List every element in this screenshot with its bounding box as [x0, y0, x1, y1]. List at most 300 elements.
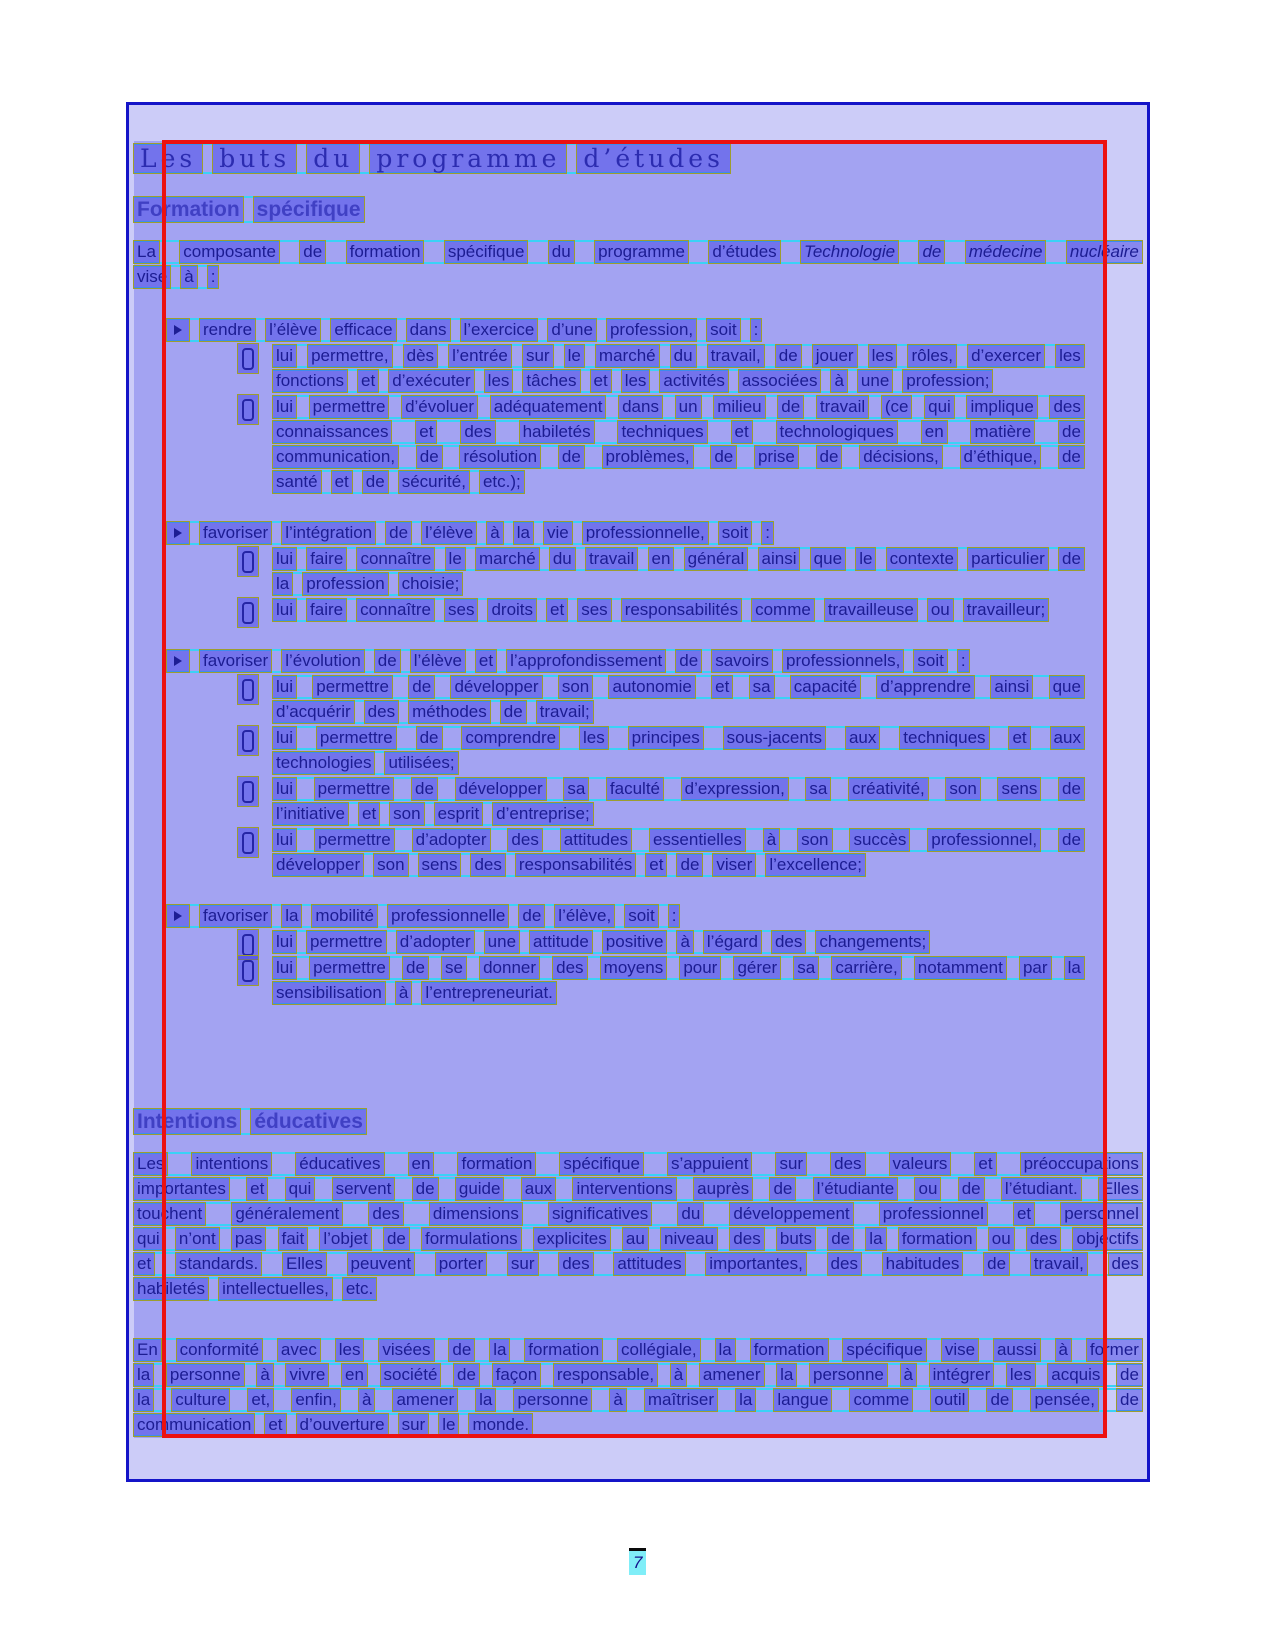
- word-box: médecine: [965, 240, 1047, 264]
- word-box: la: [1064, 956, 1085, 980]
- word-box: de: [412, 1177, 439, 1201]
- word-box: milieu: [713, 395, 765, 419]
- word-box: façon: [492, 1363, 542, 1387]
- word-box: à: [180, 265, 197, 289]
- bullet-icon: [166, 521, 190, 545]
- word-box: mobilité: [311, 904, 378, 928]
- block-para: [133, 1152, 1143, 1301]
- word-box: attitude: [529, 930, 593, 954]
- text-line-box: [133, 1202, 1143, 1226]
- text-line-box: [133, 1108, 367, 1135]
- capsule-glyph: [242, 960, 254, 982]
- word-box: l’objet: [319, 1227, 371, 1251]
- word-box: valeurs: [889, 1152, 952, 1176]
- word-box: à: [609, 1388, 626, 1412]
- word-box: technologiques: [776, 420, 898, 444]
- sub-bullet-icon: [237, 955, 259, 986]
- capsule-glyph: [242, 781, 254, 803]
- word-box: décisions,: [859, 445, 943, 469]
- text-line-box: [133, 1388, 1143, 1412]
- word-box: lui: [272, 675, 297, 699]
- capsule-glyph: [242, 832, 254, 854]
- word-box: de: [453, 1363, 480, 1387]
- word-box: connaissances: [272, 420, 392, 444]
- text-line-box: [133, 240, 1143, 264]
- word-box: qui: [285, 1177, 316, 1201]
- word-box: intentions: [191, 1152, 272, 1176]
- text-line-box: [133, 265, 219, 289]
- word-box: vise: [133, 265, 171, 289]
- word-box: explicites: [533, 1227, 611, 1251]
- block-para: [133, 1338, 1143, 1437]
- word-box: moyens: [600, 956, 668, 980]
- word-box: (ce: [881, 395, 913, 419]
- word-box: et: [974, 1152, 996, 1176]
- word-box: de: [777, 395, 804, 419]
- word-box: le: [445, 547, 466, 571]
- word-box: monde.: [468, 1413, 533, 1437]
- word-box: profession;: [902, 369, 993, 393]
- word-box: des: [470, 853, 505, 877]
- word-box: les: [621, 369, 651, 393]
- word-box: et: [475, 649, 497, 673]
- word-box: :: [668, 904, 681, 928]
- word-box: sécurité,: [398, 470, 470, 494]
- word-box: aussi: [993, 1338, 1041, 1362]
- word-box: notamment: [914, 956, 1007, 980]
- word-box: technologies: [272, 751, 375, 775]
- word-box: techniques: [617, 420, 707, 444]
- word-box: permettre: [306, 930, 387, 954]
- word-box: travailleuse: [824, 598, 918, 622]
- word-box: les: [1006, 1363, 1036, 1387]
- word-box: d’exécuter: [388, 369, 474, 393]
- word-box: prise: [754, 445, 799, 469]
- word-box: de: [769, 1177, 796, 1201]
- word-box: permettre: [309, 395, 390, 419]
- word-box: habiletés: [133, 1277, 209, 1301]
- capsule-glyph: [242, 730, 254, 752]
- word-box: importantes,: [705, 1252, 807, 1276]
- word-box: enfin,: [291, 1388, 341, 1412]
- word-box: outil: [930, 1388, 969, 1412]
- word-box: développer: [272, 853, 364, 877]
- word-box: l’entrepreneuriat.: [421, 981, 557, 1005]
- word-box: de: [676, 853, 703, 877]
- text-line-box: [272, 547, 1085, 571]
- word-box: que: [810, 547, 846, 571]
- word-box: donner: [479, 956, 540, 980]
- word-box: et: [357, 369, 379, 393]
- word-box: responsable,: [553, 1363, 658, 1387]
- word-box: etc.);: [479, 470, 525, 494]
- text-line-box: [166, 521, 774, 545]
- word-box: sens: [997, 777, 1041, 801]
- word-box: travailleur;: [963, 598, 1049, 622]
- word-box: lui: [272, 395, 297, 419]
- word-box: rôles,: [907, 344, 957, 368]
- word-box: et: [264, 1413, 286, 1437]
- word-box: avec: [277, 1338, 321, 1362]
- text-content: [133, 143, 1143, 1437]
- word-box: interventions: [572, 1177, 676, 1201]
- word-box: soit: [624, 904, 658, 928]
- word-box: tâches: [522, 369, 580, 393]
- text-line-box: [133, 1152, 1143, 1176]
- word-box: des: [771, 930, 806, 954]
- word-box: méthodes: [408, 700, 491, 724]
- word-box: éducatives: [250, 1108, 367, 1135]
- word-box: pas: [231, 1227, 266, 1251]
- word-box: etc.: [342, 1277, 377, 1301]
- text-line-box: [272, 344, 1085, 368]
- word-box: pensée,: [1030, 1388, 1099, 1412]
- word-box: et: [590, 369, 612, 393]
- word-box: sur: [398, 1413, 430, 1437]
- word-box: développement: [729, 1202, 853, 1226]
- word-box: pour: [679, 956, 721, 980]
- word-box: dans: [406, 318, 451, 342]
- word-box: autonomie: [608, 675, 695, 699]
- word-box: Technologie: [800, 240, 899, 264]
- word-box: un: [675, 395, 702, 419]
- word-box: programme: [594, 240, 689, 264]
- word-box: et: [1013, 1202, 1035, 1226]
- word-box: et: [711, 675, 733, 699]
- word-box: d’adopter: [396, 930, 475, 954]
- word-box: sa: [563, 777, 589, 801]
- word-box: lui: [272, 930, 297, 954]
- word-box: spécifique: [253, 196, 365, 223]
- block-li1: [166, 649, 1143, 673]
- word-box: la: [776, 1363, 797, 1387]
- word-box: associées: [738, 369, 822, 393]
- word-box: société: [380, 1363, 442, 1387]
- word-box: Elles: [282, 1252, 327, 1276]
- word-box: l’élève: [421, 521, 477, 545]
- word-box: des: [1049, 395, 1084, 419]
- block-li2: [133, 547, 1085, 596]
- word-box: dimensions: [429, 1202, 523, 1226]
- word-box: comprendre: [461, 726, 560, 750]
- word-box: éducatives: [295, 1152, 384, 1176]
- word-box: habitudes: [882, 1252, 964, 1276]
- word-box: profession,: [606, 318, 697, 342]
- word-box: une: [484, 930, 520, 954]
- word-box: sa: [749, 675, 775, 699]
- word-box: et: [546, 598, 568, 622]
- word-box: peuvent: [347, 1252, 416, 1276]
- word-box: sur: [522, 344, 554, 368]
- word-box: connaître: [356, 547, 435, 571]
- word-box: de: [1058, 777, 1085, 801]
- word-box: choisie;: [398, 572, 464, 596]
- word-box: de: [1058, 828, 1085, 852]
- word-box: d’ouverture: [296, 1413, 389, 1437]
- word-box: l’intégration: [281, 521, 376, 545]
- word-box: permettre: [316, 726, 397, 750]
- word-box: d’exercer: [967, 344, 1045, 368]
- word-box: en: [408, 1152, 435, 1176]
- word-box: formation: [898, 1227, 977, 1251]
- word-box: des: [729, 1227, 764, 1251]
- word-box: permettre: [309, 956, 390, 980]
- word-box: travail,: [707, 344, 765, 368]
- word-box: généralement: [231, 1202, 343, 1226]
- word-box: les: [484, 369, 514, 393]
- triangle-glyph: [174, 325, 182, 335]
- word-box: marché: [595, 344, 660, 368]
- word-box: à: [670, 1363, 687, 1387]
- block-li1: [166, 318, 1143, 342]
- word-box: techniques: [899, 726, 989, 750]
- capsule-glyph: [242, 934, 254, 956]
- word-box: dans: [618, 395, 663, 419]
- word-box: communication: [133, 1413, 255, 1437]
- word-box: formation: [750, 1338, 829, 1362]
- word-box: soit: [913, 649, 947, 673]
- word-box: une: [857, 369, 893, 393]
- text-line-box: [272, 675, 1085, 699]
- word-box: des: [368, 1202, 403, 1226]
- word-box: que: [1049, 675, 1085, 699]
- word-box: de: [518, 904, 545, 928]
- word-box: par: [1019, 956, 1052, 980]
- word-box: capacité: [790, 675, 861, 699]
- word-box: formation: [346, 240, 425, 264]
- sub-bullet-icon: [237, 776, 259, 807]
- word-box: amener: [699, 1363, 765, 1387]
- word-box: soit: [718, 521, 752, 545]
- word-box: du: [306, 143, 360, 174]
- word-box: formulations: [421, 1227, 522, 1251]
- word-box: lui: [272, 777, 297, 801]
- word-box: activités: [659, 369, 728, 393]
- word-box: formation: [457, 1152, 536, 1176]
- word-box: aux: [521, 1177, 556, 1201]
- word-box: du: [548, 240, 575, 264]
- word-box: préoccupations: [1020, 1152, 1143, 1176]
- word-box: conformité: [176, 1338, 263, 1362]
- triangle-glyph: [174, 656, 182, 666]
- word-box: de: [918, 240, 945, 264]
- word-box: l’exercice: [460, 318, 539, 342]
- text-line-box: [272, 470, 525, 494]
- word-box: à: [763, 828, 780, 852]
- word-box: former: [1086, 1338, 1143, 1362]
- word-box: intellectuelles,: [218, 1277, 333, 1301]
- word-box: en: [921, 420, 948, 444]
- triangle-glyph: [174, 911, 182, 921]
- word-box: les: [1055, 344, 1085, 368]
- word-box: lui: [272, 344, 297, 368]
- word-box: de: [558, 445, 585, 469]
- word-box: sur: [507, 1252, 539, 1276]
- sub-bullet-icon: [237, 394, 259, 425]
- word-box: de: [374, 649, 401, 673]
- word-box: de: [675, 649, 702, 673]
- word-box: standards.: [175, 1252, 262, 1276]
- sub-bullet-icon: [237, 827, 259, 858]
- word-box: les: [868, 344, 898, 368]
- word-box: :: [207, 265, 220, 289]
- word-box: significatives: [548, 1202, 652, 1226]
- bullet-icon: [166, 649, 190, 673]
- word-box: lui: [272, 828, 297, 852]
- word-box: d’études: [708, 240, 780, 264]
- sub-bullet-icon: [237, 343, 259, 374]
- word-box: s’appuient: [667, 1152, 753, 1176]
- word-box: d’évoluer: [401, 395, 478, 419]
- text-line-box: [166, 649, 970, 673]
- text-line-box: [272, 956, 1085, 980]
- word-box: composante: [179, 240, 280, 264]
- block-para: [133, 240, 1143, 289]
- word-box: essentielles: [649, 828, 746, 852]
- text-line-box: [272, 369, 993, 393]
- text-line-box: [272, 777, 1085, 801]
- word-box: du: [677, 1202, 704, 1226]
- word-box: l’élève: [265, 318, 321, 342]
- word-box: profession: [302, 572, 388, 596]
- text-line-box: [272, 726, 1085, 750]
- word-box: implique: [966, 395, 1037, 419]
- word-box: spécifique: [842, 1338, 927, 1362]
- word-box: qui: [924, 395, 955, 419]
- word-box: à: [1055, 1338, 1072, 1362]
- text-line-box: [133, 1413, 533, 1437]
- capsule-glyph: [242, 551, 254, 573]
- word-box: rendre: [199, 318, 256, 342]
- word-box: sa: [805, 777, 831, 801]
- text-line-box: [272, 930, 930, 954]
- word-box: permettre: [312, 675, 393, 699]
- word-box: viser: [712, 853, 756, 877]
- word-box: langue: [773, 1388, 832, 1412]
- word-box: général: [684, 547, 749, 571]
- text-line-box: [133, 1338, 1143, 1362]
- bullet-icon: [166, 318, 190, 342]
- word-box: des: [1108, 1252, 1143, 1276]
- word-box: l’élève: [410, 649, 466, 673]
- word-box: de: [416, 445, 443, 469]
- word-box: des: [364, 700, 399, 724]
- block-li2: [133, 828, 1085, 877]
- word-box: de: [500, 700, 527, 724]
- word-box: créativité,: [848, 777, 929, 801]
- word-box: de: [775, 344, 802, 368]
- block-li2: [133, 726, 1085, 775]
- word-box: attitudes: [560, 828, 632, 852]
- word-box: d’éthique,: [960, 445, 1042, 469]
- text-line-box: [133, 1177, 1143, 1201]
- word-box: communication,: [272, 445, 399, 469]
- word-box: succès: [849, 828, 910, 852]
- word-box: l’entrée: [448, 344, 512, 368]
- word-box: sous-jacents: [723, 726, 826, 750]
- word-box: sa: [793, 956, 819, 980]
- word-box: travail: [816, 395, 869, 419]
- word-box: maîtriser: [644, 1388, 718, 1412]
- word-box: des: [1026, 1227, 1061, 1251]
- word-box: sens: [418, 853, 462, 877]
- word-box: son: [945, 777, 980, 801]
- word-box: vie: [543, 521, 573, 545]
- word-box: le: [438, 1413, 459, 1437]
- text-line-box: [272, 572, 463, 596]
- word-box: Intentions: [133, 1108, 241, 1135]
- word-box: comme: [849, 1388, 913, 1412]
- word-box: l’approfondissement: [506, 649, 666, 673]
- word-box: adéquatement: [490, 395, 607, 419]
- word-box: visées: [378, 1338, 434, 1362]
- word-box: vivre: [285, 1363, 329, 1387]
- word-box: d’études: [576, 143, 731, 174]
- word-box: permettre,: [307, 344, 392, 368]
- word-box: d’acquérir: [272, 700, 355, 724]
- word-box: soit: [706, 318, 740, 342]
- word-box: n’ont: [175, 1227, 220, 1251]
- word-box: à: [900, 1363, 917, 1387]
- word-box: de: [1058, 420, 1085, 444]
- word-box: changements;: [815, 930, 930, 954]
- word-box: Les: [133, 143, 203, 174]
- word-box: professionnelle,: [582, 521, 709, 545]
- block-heading: [133, 196, 1143, 223]
- word-box: l’élève,: [554, 904, 615, 928]
- word-box: la: [513, 521, 534, 545]
- word-box: de: [958, 1177, 985, 1201]
- word-box: du: [549, 547, 576, 571]
- word-box: ainsi: [990, 675, 1033, 699]
- word-box: spécifique: [559, 1152, 644, 1176]
- word-box: santé: [272, 470, 322, 494]
- word-box: à: [395, 981, 412, 1005]
- word-box: faire: [306, 598, 347, 622]
- word-box: ou: [914, 1177, 941, 1201]
- word-box: porter: [435, 1252, 487, 1276]
- word-box: ou: [988, 1227, 1015, 1251]
- sub-bullet-icon: [237, 597, 259, 628]
- word-box: La: [133, 240, 160, 264]
- word-box: de: [983, 1252, 1010, 1276]
- word-box: ainsi: [758, 547, 801, 571]
- word-box: et: [1008, 726, 1030, 750]
- word-box: carrière,: [831, 956, 901, 980]
- word-box: la: [865, 1227, 886, 1251]
- word-box: de: [827, 1227, 854, 1251]
- word-box: de: [1058, 547, 1085, 571]
- word-box: qui: [133, 1227, 164, 1251]
- word-box: de: [416, 726, 443, 750]
- text-line-box: [133, 1277, 377, 1301]
- text-line-box: [272, 981, 557, 1005]
- word-box: la: [133, 1388, 154, 1412]
- text-line-box: [133, 196, 365, 223]
- word-box: ses: [444, 598, 478, 622]
- word-box: de: [408, 675, 435, 699]
- word-box: son: [558, 675, 593, 699]
- word-box: collégiale,: [617, 1338, 701, 1362]
- word-box: :: [957, 649, 970, 673]
- word-box: faculté: [606, 777, 664, 801]
- word-box: personne: [513, 1388, 592, 1412]
- word-box: culture: [171, 1388, 230, 1412]
- word-box: fonctions: [272, 369, 348, 393]
- word-box: se: [441, 956, 467, 980]
- page-number: 7: [629, 1548, 646, 1575]
- word-box: droits: [487, 598, 537, 622]
